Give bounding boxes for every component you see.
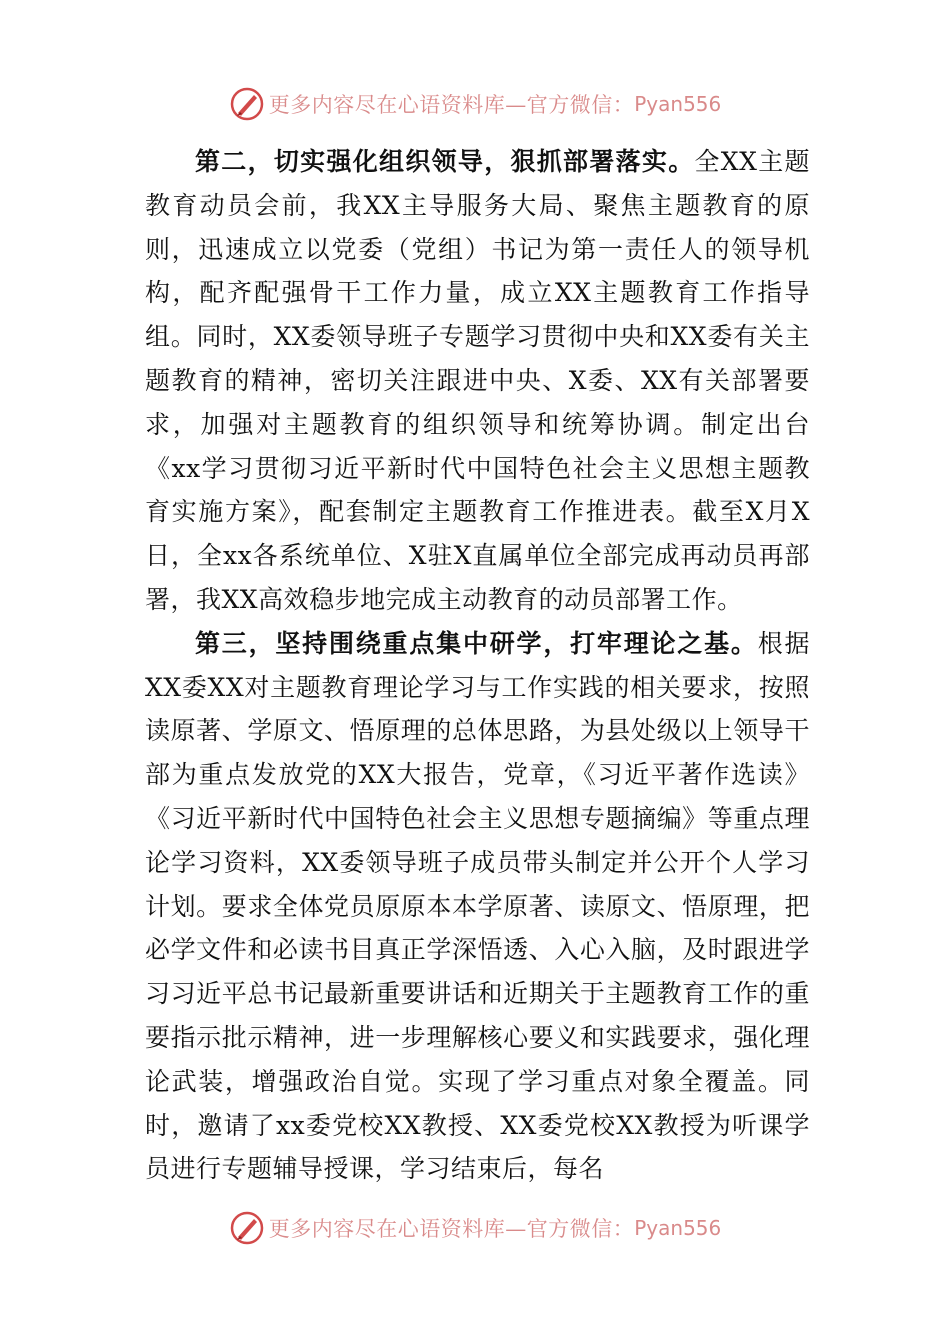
banner-text: 更多内容尽在心语资料库—官方微信： (268, 1217, 635, 1241)
paragraph-third (145, 622, 810, 1191)
paragraph-second (145, 140, 810, 622)
banner-wechat-id: Pyan556 (634, 1216, 722, 1240)
paragraph-text: 根据XX委XX对主题教育理论学习与工作实践的相关要求，按照读原著、学原文、悟原理的总体思路，为县处级以上领导干部为重点发放党的XX大报告，党章，《习近平著作选读》《习近平新时代中国特色社会主义思想专题摘编》等重点理论学习资料，XX委领导班子成员带头制定并公开个人学习计划。要求全体党员原原本本学原著、读原文、悟原理，把必学文件和必读书目真正学深悟透、入心入脑，及时跟进学习习近平总书记最新重要讲话和近期关于主题教育工作的重要指示批示精神，进一步理解核心要义和实践要求，强化理论武装，增强政治自觉。实现了学习重点对象全覆盖。同时，邀请了xx委党校XX教授、XX委党校XX教授为听课学员进行专题辅导授课，学习结束后，每名 (145, 628, 810, 1184)
document-body (145, 140, 810, 1191)
pen-logo-icon (229, 86, 265, 122)
footer-banner (0, 1208, 950, 1248)
banner-text: 更多内容尽在心语资料库—官方微信： (268, 93, 635, 117)
paragraph-lead: 第三，坚持围绕重点集中研学，打牢理论之基。 (195, 628, 758, 658)
header-banner (0, 84, 950, 124)
pen-logo-icon (229, 1210, 265, 1246)
paragraph-lead: 第二，切实强化组织领导，狠抓部署落实。 (195, 147, 695, 176)
banner-wechat-id: Pyan556 (634, 92, 722, 116)
paragraph-text: 全XX主题教育动员会前，我XX主导服务大局、聚焦主题教育的原则，迅速成立以党委（党组）书记为第一责任人的领导机构，配齐配强骨干工作力量，成立XX主题教育工作指导组。同时，XX委领导班子专题学习贯彻中央和XX委有关主题教育的精神，密切关注跟进中央、X委、XX有关部署要求，加强对主题教育的组织领导和统筹协调。制定出台《xx学习贯彻习近平新时代中国特色社会主义思想主题教育实施方案》，配套制定主题教育工作推进表。截至X月X日，全xx各系统单位、X驻X直属单位全部完成再动员再部署，我XX高效稳步地完成主动教育的动员部署工作。 (145, 147, 810, 614)
